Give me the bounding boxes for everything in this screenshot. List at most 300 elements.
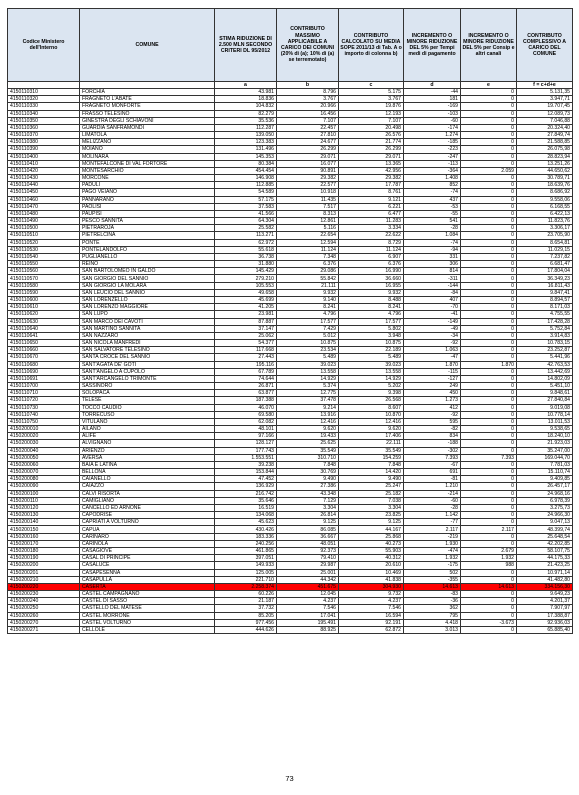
cell-f: 10.783,15 [517, 340, 573, 347]
cell-d: 1.930 [404, 540, 461, 547]
cell-e: 0 [461, 124, 517, 131]
cell-d: -169 [404, 103, 461, 110]
cell-e: 0 [461, 196, 517, 203]
cell-comune: CASTEL VOLTURNO [80, 619, 215, 626]
cell-code: 4150200110 [8, 497, 80, 504]
table-row [8, 504, 573, 511]
cell-d: 181 [404, 96, 461, 103]
cell-d: -223 [404, 146, 461, 153]
cell-comune: SAN GIORGIO DEL SANNIO [80, 275, 215, 282]
cell-f: 27.840,84 [517, 397, 573, 404]
cell-a: 430.426 [215, 526, 277, 533]
letter-e: e [461, 82, 517, 89]
cell-b: 7.429 [277, 325, 339, 332]
cell-c: 7.038 [339, 497, 404, 504]
cell-comune: GINESTRA DEGLI SCHIAVONI [80, 117, 215, 124]
cell-d: -113 [404, 160, 461, 167]
cell-f: 14.802,09 [517, 375, 573, 382]
cell-a: 67.789 [215, 368, 277, 375]
cell-code: 4150110310 [8, 89, 80, 96]
cell-c: 6.376 [339, 261, 404, 268]
cell-d: 834 [404, 433, 461, 440]
cell-f: 30.789,71 [517, 175, 573, 182]
cell-code: 4150110641 [8, 332, 80, 339]
cell-e: 0 [461, 253, 517, 260]
table-row [8, 160, 573, 167]
cell-code: 4150200170 [8, 540, 80, 547]
cell-a: 82.279 [215, 110, 277, 117]
cell-comune: CAIAZZO [80, 483, 215, 490]
cell-d: 1.408 [404, 175, 461, 182]
cell-a: 125.005 [215, 569, 277, 576]
cell-f: 4.755,55 [517, 311, 573, 318]
letter-empty [80, 82, 215, 89]
cell-b: 10.918 [277, 189, 339, 196]
table-row [8, 203, 573, 210]
cell-code: 4150110580 [8, 282, 80, 289]
cell-e: 0 [461, 533, 517, 540]
cell-f: 23.705,90 [517, 232, 573, 239]
cell-d: -83 [404, 591, 461, 598]
cell-d: 1.870 [404, 361, 461, 368]
cell-d: -47 [404, 354, 461, 361]
cell-b: 10.875 [277, 340, 339, 347]
cell-b: 27.386 [277, 483, 339, 490]
cell-code: 4150110560 [8, 268, 80, 275]
cell-e: 0 [461, 447, 517, 454]
cell-f: 42.202,85 [517, 540, 573, 547]
cell-f: 7.046,88 [517, 117, 573, 124]
cell-e: 0 [461, 268, 517, 275]
cell-a: 112.885 [215, 182, 277, 189]
cell-comune: MONTESARCHIO [80, 167, 215, 174]
cell-d: -94 [404, 246, 461, 253]
cell-f: 27.849,74 [517, 132, 573, 139]
cell-f: 28.823,94 [517, 153, 573, 160]
cell-c: 8.607 [339, 404, 404, 411]
cell-comune: CASAPESENNA [80, 569, 215, 576]
cell-c: 14.420 [339, 469, 404, 476]
cell-code: 4150200060 [8, 461, 80, 468]
cell-code: 4150110550 [8, 261, 80, 268]
cell-d: -74 [404, 239, 461, 246]
cell-comune: SAN NAZZARO [80, 332, 215, 339]
cell-d: -44 [404, 89, 461, 96]
cell-f: 8.654,81 [517, 239, 573, 246]
table-row [8, 426, 573, 433]
cell-a: 62.082 [215, 418, 277, 425]
table-row [8, 404, 573, 411]
cell-code: 4150110420 [8, 167, 80, 174]
cell-a: 104.832 [215, 103, 277, 110]
cell-e: 0 [461, 483, 517, 490]
cell-b: 48.051 [277, 540, 339, 547]
cell-c: 17.787 [339, 182, 404, 189]
table-row [8, 490, 573, 497]
table-row [8, 461, 573, 468]
cell-code: 4150110440 [8, 182, 80, 189]
cell-d: 595 [404, 418, 461, 425]
cell-code: 4150110540 [8, 253, 80, 260]
cell-b: 16.077 [277, 160, 339, 167]
cell-code: 4150110460 [8, 196, 80, 203]
table-row [8, 175, 573, 182]
cell-d: 4.418 [404, 619, 461, 626]
cell-d: 1.273 [404, 397, 461, 404]
table-row [8, 146, 573, 153]
table-row [8, 89, 573, 96]
table-row [8, 469, 573, 476]
cell-d: 541 [404, 218, 461, 225]
cell-comune: CASTEL DI SASSO [80, 598, 215, 605]
cell-code: 4150110480 [8, 210, 80, 217]
cell-d: 331 [404, 253, 461, 260]
cell-f: 7.237,82 [517, 253, 573, 260]
cell-a: 136.929 [215, 483, 277, 490]
cell-code: 4150200140 [8, 519, 80, 526]
cell-a: 153.844 [215, 469, 277, 476]
cell-a: 97.166 [215, 433, 277, 440]
table-row [8, 132, 573, 139]
cell-c: 17.406 [339, 433, 404, 440]
cell-d: -34 [404, 332, 461, 339]
cell-f: 20.324,40 [517, 124, 573, 131]
cell-d: 7.393 [404, 454, 461, 461]
cell-b: 4.796 [277, 311, 339, 318]
cell-code: 4150110500 [8, 225, 80, 232]
cell-f: 16.811,43 [517, 282, 573, 289]
table-row [8, 383, 573, 390]
cell-code: 4150110680 [8, 361, 80, 368]
cell-d: -74 [404, 189, 461, 196]
cell-d: -77 [404, 519, 461, 526]
cell-b: 30.769 [277, 469, 339, 476]
cell-e: 0 [461, 426, 517, 433]
cell-c: 9.121 [339, 196, 404, 203]
cell-a: 16.519 [215, 504, 277, 511]
cell-d: -311 [404, 275, 461, 282]
cell-d: 1.063 [404, 347, 461, 354]
table-row [8, 196, 573, 203]
cell-c: 29.382 [339, 175, 404, 182]
cell-code: 4150110640 [8, 325, 80, 332]
cell-f: 5.451,10 [517, 383, 573, 390]
cell-d: -302 [404, 447, 461, 454]
table-row [8, 246, 573, 253]
cell-code: 4150200120 [8, 504, 80, 511]
cell-b: 7.546 [277, 605, 339, 612]
cell-c: 3.304 [339, 504, 404, 511]
cell-c: 16.594 [339, 612, 404, 619]
cell-a: 64.304 [215, 218, 277, 225]
cell-comune: AILANO [80, 426, 215, 433]
cell-comune: MOIANO [80, 146, 215, 153]
cell-f: 42.763,53 [517, 361, 573, 368]
cell-d: -364 [404, 167, 461, 174]
cell-code: 4150110400 [8, 153, 80, 160]
cell-d: 852 [404, 182, 461, 189]
cell-e: 0 [461, 383, 517, 390]
cell-c: 6.477 [339, 210, 404, 217]
cell-comune: MELIZZANO [80, 139, 215, 146]
cell-code: 4150110691 [8, 375, 80, 382]
cell-code: 4150200240 [8, 598, 80, 605]
cell-d: -185 [404, 139, 461, 146]
cell-f: 5.752,84 [517, 325, 573, 332]
cell-a: 27.443 [215, 354, 277, 361]
cell-d: -144 [404, 282, 461, 289]
cell-c: 12.416 [339, 418, 404, 425]
cell-d: -474 [404, 548, 461, 555]
cell-code: 4150110340 [8, 110, 80, 117]
cell-comune: PUGLIANELLO [80, 253, 215, 260]
cell-code: 4150110600 [8, 296, 80, 303]
cell-a: 112.287 [215, 124, 277, 131]
cell-comune: MOLINARA [80, 153, 215, 160]
cell-e: 1.932 [461, 555, 517, 562]
cell-comune: CARINOLA [80, 540, 215, 547]
cell-a: 31.880 [215, 261, 277, 268]
cell-b: 14.929 [277, 375, 339, 382]
cell-a: 74.644 [215, 375, 277, 382]
cell-comune: CARINARO [80, 533, 215, 540]
cell-d: -28 [404, 225, 461, 232]
cell-comune: SAN MARCO DEI CAVOTI [80, 318, 215, 325]
cell-comune: BELLONA [80, 469, 215, 476]
cell-a: 46.070 [215, 404, 277, 411]
cell-a: 139.050 [215, 132, 277, 139]
cell-b: 5.374 [277, 383, 339, 390]
table-row [8, 354, 573, 361]
cell-d: 2.117 [404, 526, 461, 533]
cell-f: 41.482,80 [517, 576, 573, 583]
cell-b: 195.491 [277, 619, 339, 626]
cell-code: 4150110530 [8, 246, 80, 253]
table-row [8, 110, 573, 117]
cell-f: 13.442,69 [517, 368, 573, 375]
table-row [8, 512, 573, 519]
table-row [8, 390, 573, 397]
cell-f: 25.648,54 [517, 533, 573, 540]
cell-a: 105.553 [215, 282, 277, 289]
cell-c: 8.241 [339, 304, 404, 311]
cell-d: -49 [404, 325, 461, 332]
table-row [8, 540, 573, 547]
cell-code: 4150200260 [8, 612, 80, 619]
cell-b: 12.045 [277, 591, 339, 598]
table-row [8, 519, 573, 526]
cell-code: 4150200160 [8, 533, 80, 540]
cell-b: 22.654 [277, 232, 339, 239]
cell-code: 4150200020 [8, 433, 80, 440]
cell-f: 8.171,03 [517, 304, 573, 311]
cell-e: 0 [461, 375, 517, 382]
cell-c: 8.729 [339, 239, 404, 246]
cell-e: 0 [461, 461, 517, 468]
table-row [8, 311, 573, 318]
cell-c: 40.312 [339, 555, 404, 562]
cell-e: 0 [461, 175, 517, 182]
cell-code: 4150110650 [8, 340, 80, 347]
cell-c: 13.558 [339, 368, 404, 375]
cell-a: 123.383 [215, 139, 277, 146]
cell-a: 25.062 [215, 332, 277, 339]
cell-comune: CASAL DI PRINCIPE [80, 555, 215, 562]
cell-code: 4150110360 [8, 124, 80, 131]
cell-f: 11.029,15 [517, 246, 573, 253]
cell-f: 9.848,61 [517, 390, 573, 397]
cell-c: 55.903 [339, 548, 404, 555]
cell-f: 17.428,28 [517, 318, 573, 325]
cell-d: -103 [404, 110, 461, 117]
cell-f: 21.923,03 [517, 440, 573, 447]
table-row [8, 139, 573, 146]
cell-e: 1.870 [461, 361, 517, 368]
cell-b: 29.382 [277, 175, 339, 182]
cell-code: 4150110450 [8, 189, 80, 196]
cell-comune: SAN MARTINO SANNITA [80, 325, 215, 332]
cell-e: 0 [461, 160, 517, 167]
cell-e: 0 [461, 182, 517, 189]
cell-f: 21.423,25 [517, 562, 573, 569]
cell-comune: FRAGNETO L'ABATE [80, 96, 215, 103]
table-row [8, 411, 573, 418]
cell-c: 23.825 [339, 512, 404, 519]
cell-comune: AVERSA [80, 454, 215, 461]
cell-c: 42.956 [339, 167, 404, 174]
cell-c: 35.549 [339, 447, 404, 454]
cell-d: 3.013 [404, 626, 461, 633]
cell-comune: BAIA E LATINA [80, 461, 215, 468]
cell-a: 18.836 [215, 96, 277, 103]
cell-code: 4150200250 [8, 605, 80, 612]
cell-c: 5.202 [339, 383, 404, 390]
cell-a: 183.336 [215, 533, 277, 540]
cell-comune: GUARDIA SANFRAMONDI [80, 124, 215, 131]
cell-f: 7.907,97 [517, 605, 573, 612]
cell-c: 92.191 [339, 619, 404, 626]
table-row [8, 261, 573, 268]
table-row [8, 533, 573, 540]
cell-c: 9.490 [339, 476, 404, 483]
cell-code: 4150110470 [8, 203, 80, 210]
cell-a: 187.388 [215, 397, 277, 404]
cell-code: 4150200150 [8, 526, 80, 533]
cell-a: 977.456 [215, 619, 277, 626]
cell-a: 444.626 [215, 626, 277, 633]
cell-f: 6.681,47 [517, 261, 573, 268]
cell-c: 7.107 [339, 117, 404, 124]
cell-a: 177.743 [215, 447, 277, 454]
cell-e: 0 [461, 318, 517, 325]
cell-c: 10.870 [339, 411, 404, 418]
cell-comune: PONTELANDOLFO [80, 246, 215, 253]
table-row [8, 548, 573, 555]
cell-c: 20.498 [339, 124, 404, 131]
cell-comune: SAN LORENZELLO [80, 296, 215, 303]
cell-comune: CELLOLE [80, 626, 215, 633]
table-row [8, 182, 573, 189]
cell-e: 0 [461, 411, 517, 418]
cell-c: 9.620 [339, 426, 404, 433]
cell-b: 25.001 [277, 569, 339, 576]
cell-e: 2.117 [461, 526, 517, 533]
cell-f: 9.047,13 [517, 519, 573, 526]
cell-comune: SAN NICOLA MANFREDI [80, 340, 215, 347]
cell-e: 0 [461, 89, 517, 96]
cell-d: 14.613 [404, 583, 461, 590]
cell-code: 4150200030 [8, 440, 80, 447]
table-row [8, 626, 573, 633]
cell-b: 29.071 [277, 153, 339, 160]
table-row [8, 454, 573, 461]
cell-comune: SANT'ANGELO A CUPOLO [80, 368, 215, 375]
table-container [7, 8, 572, 634]
cell-f: 48.399,74 [517, 526, 573, 533]
cell-b: 7.129 [277, 497, 339, 504]
cell-e: 0 [461, 189, 517, 196]
table-body [8, 89, 573, 634]
cell-code: 4150200270 [8, 619, 80, 626]
table-row [8, 483, 573, 490]
cell-e: 0 [461, 354, 517, 361]
cell-comune: ALIFE [80, 433, 215, 440]
cell-code: 4150110430 [8, 175, 80, 182]
cell-b: 23.534 [277, 347, 339, 354]
cell-comune: SANTA CROCE DEL SANNIO [80, 354, 215, 361]
cell-b: 9.932 [277, 289, 339, 296]
table-row [8, 296, 573, 303]
cell-d: 412 [404, 404, 461, 411]
cell-b: 43.348 [277, 490, 339, 497]
cell-code: 4150110390 [8, 146, 80, 153]
cell-code: 4150110410 [8, 160, 80, 167]
cell-c: 10.875 [339, 340, 404, 347]
cell-d: 502 [404, 569, 461, 576]
cell-comune: FRAGNETO MONFORTE [80, 103, 215, 110]
cell-d: 1.142 [404, 512, 461, 519]
cell-a: 145.429 [215, 268, 277, 275]
cell-b: 35.549 [277, 447, 339, 454]
letter-d: d [404, 82, 461, 89]
cell-a: 128.127 [215, 440, 277, 447]
cell-f: 24.966,30 [517, 512, 573, 519]
cell-e: 0 [461, 289, 517, 296]
cell-d: 437 [404, 196, 461, 203]
cell-a: 113.271 [215, 232, 277, 239]
cell-comune: PAGO VEIANO [80, 189, 215, 196]
table-row [8, 598, 573, 605]
cell-comune: SAN SALVATORE TELESINO [80, 347, 215, 354]
cell-code: 4150110520 [8, 239, 80, 246]
cell-b: 11.435 [277, 196, 339, 203]
cell-b: 88.925 [277, 626, 339, 633]
cell-code: 4150110630 [8, 318, 80, 325]
cell-f: 36.349,23 [517, 275, 573, 282]
cell-a: 145.353 [215, 153, 277, 160]
cell-code: 4150110730 [8, 404, 80, 411]
cell-f: 9.649,23 [517, 591, 573, 598]
cell-d: -70 [404, 304, 461, 311]
cell-b: 9.620 [277, 426, 339, 433]
table-row [8, 289, 573, 296]
cell-d: 1.274 [404, 132, 461, 139]
cell-b: 12.775 [277, 390, 339, 397]
cell-b: 25.625 [277, 440, 339, 447]
cell-c: 5.802 [339, 325, 404, 332]
cell-c: 39.023 [339, 361, 404, 368]
header-code: Codice Ministero dell'Interno [8, 9, 80, 82]
